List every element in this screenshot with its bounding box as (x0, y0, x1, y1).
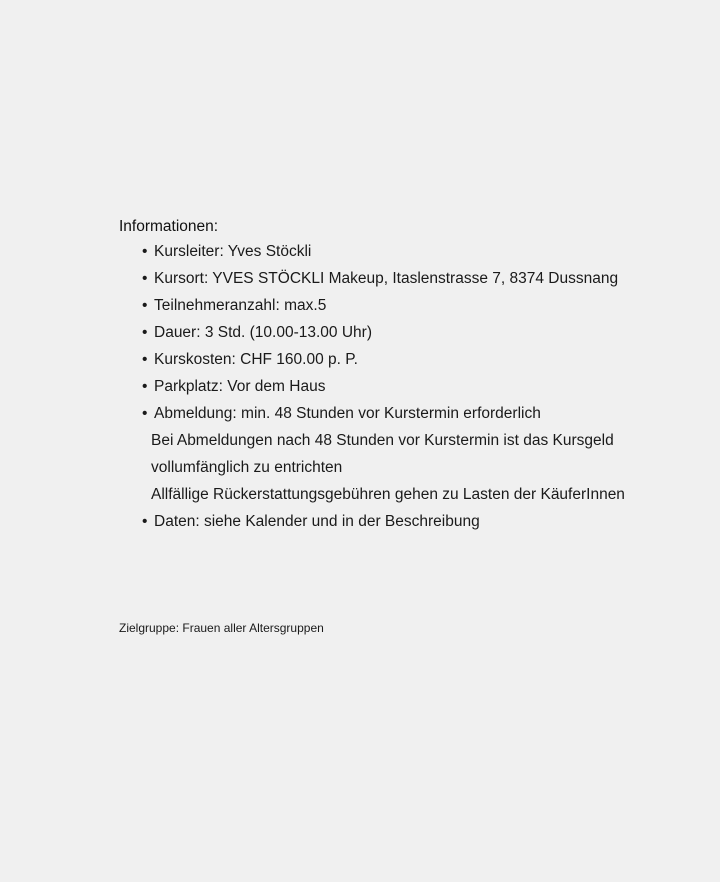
list-item-parking: • Parkplatz: Vor dem Haus (142, 373, 699, 400)
info-heading: Informationen: (119, 218, 219, 235)
bullet-icon: • (142, 324, 148, 341)
bullet-icon: • (142, 351, 148, 368)
list-item-participants: • Teilnehmeranzahl: max.5 (142, 292, 699, 319)
bullet-icon: • (142, 405, 148, 422)
list-item-course-leader: • Kursleiter: Yves Stöckli (142, 238, 699, 265)
list-item-cancellation: • Abmeldung: min. 48 Stunden vor Kurstermin erforderlich (142, 400, 699, 427)
cancellation-detail-line-3: Allfällige Rückerstattungsgebühren gehen zu Lasten der KäuferInnen (151, 486, 625, 503)
list-item-course-location: • Kursort: YVES STÖCKLI Makeup, Itaslenstrasse 7, 8374 Dussnang (142, 265, 699, 292)
bullet-icon: • (142, 270, 148, 287)
list-item-cost: • Kurskosten: CHF 160.00 p. P. (142, 346, 699, 373)
info-section (119, 216, 699, 535)
list-item-duration: • Dauer: 3 Std. (10.00-13.00 Uhr) (142, 319, 699, 346)
bullet-icon: • (142, 378, 148, 395)
target-group-text: Zielgruppe: Frauen aller Altersgruppen (119, 621, 324, 635)
cancellation-detail-line-1: Bei Abmeldungen nach 48 Stunden vor Kurstermin ist das Kursgeld (151, 432, 614, 449)
bullet-icon: • (142, 513, 148, 530)
bullet-icon: • (142, 297, 148, 314)
list-item-dates: • Daten: siehe Kalender und in der Beschreibung (142, 508, 699, 535)
cancellation-detail-line-2: vollumfänglich zu entrichten (151, 459, 343, 476)
bullet-icon: • (142, 243, 148, 260)
info-list (119, 238, 699, 535)
